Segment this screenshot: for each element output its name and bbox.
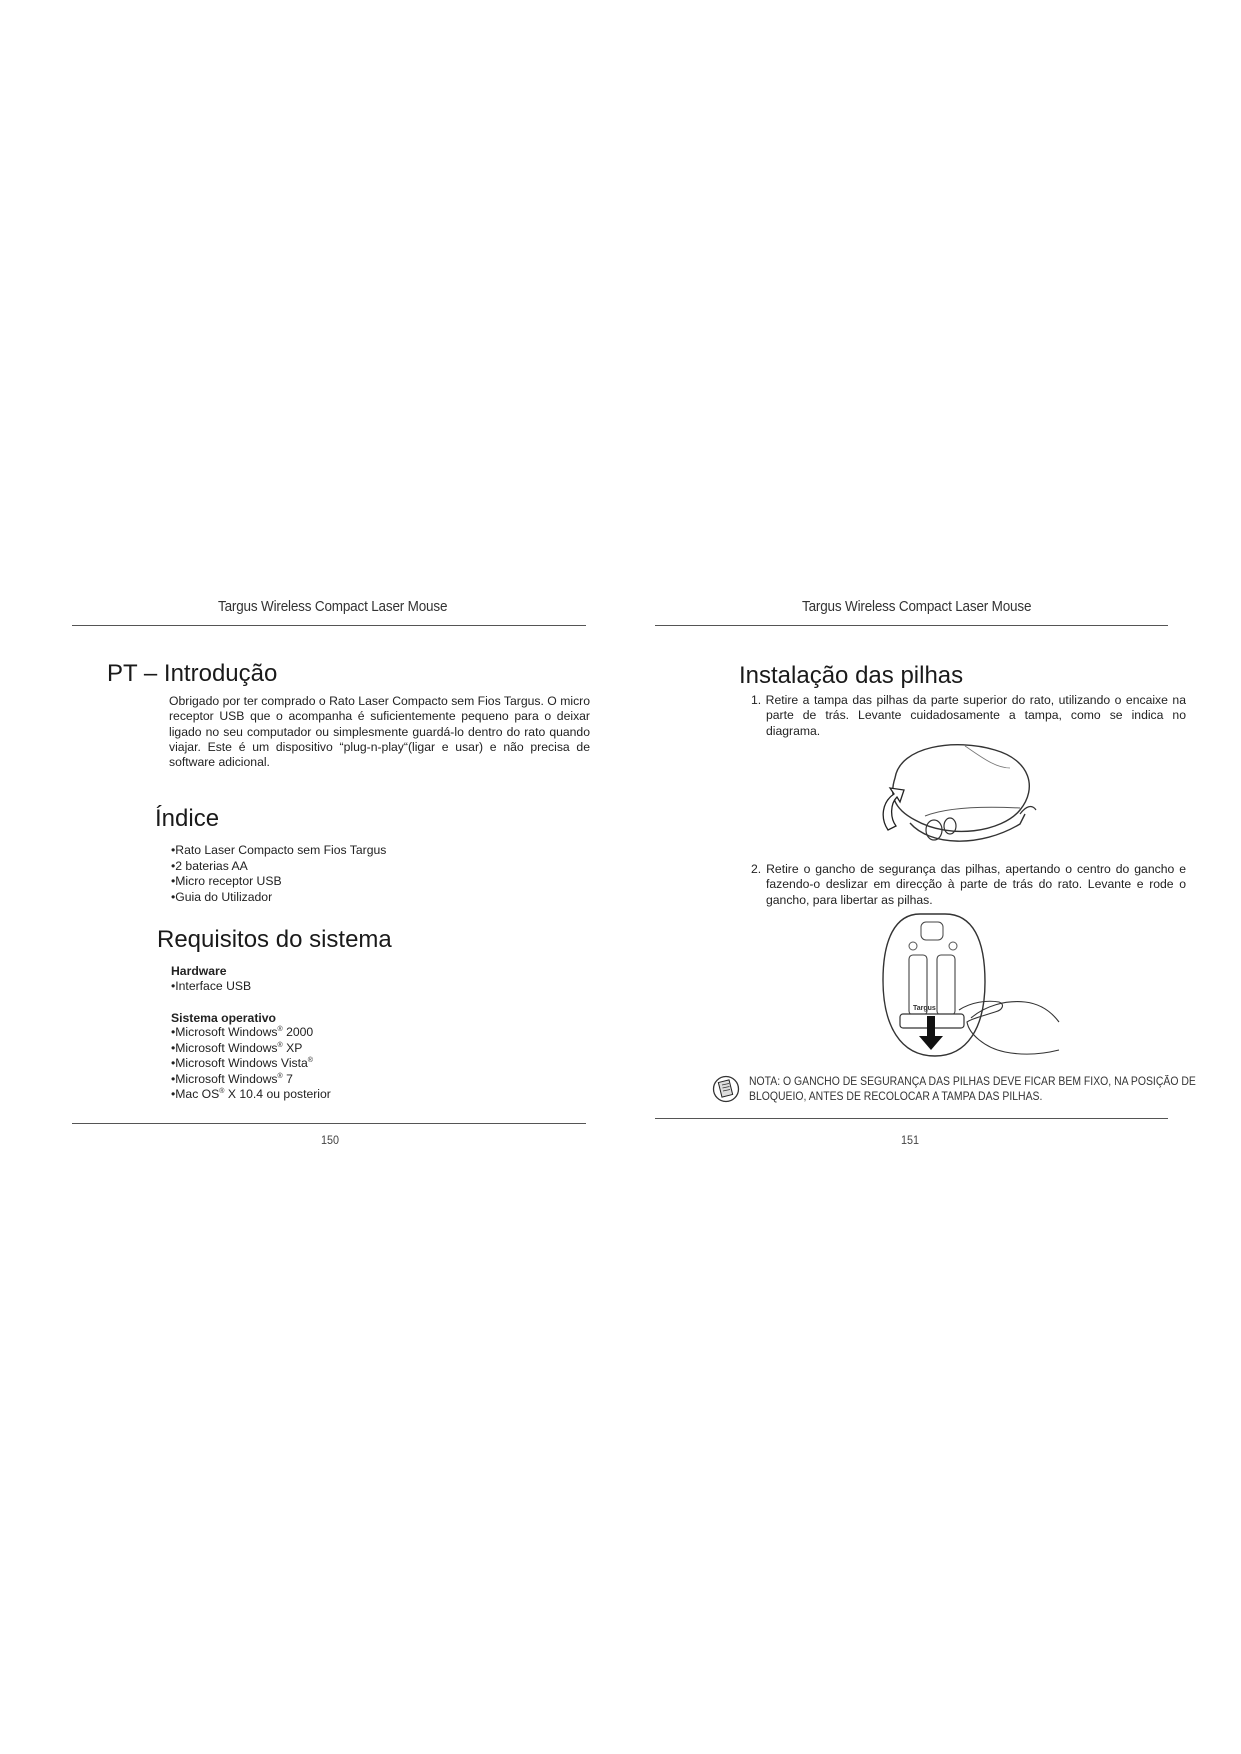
step-1 [751,693,1186,739]
os-item: •Microsoft Windows® 2000 [171,1025,314,1039]
index-item: •Guia do Utilizador [171,889,273,904]
index-item: •Rato Laser Compacto sem Fios Targus [171,843,387,857]
right-header-rule [655,625,1168,626]
step-1-text: 1. Retire a tampa das pilhas da parte superior do rato, utilizando o encaixe na parte de trás. Levante cuidadosamente a tampa, como se indica no diagrama. [751,693,1186,738]
hardware-list [171,979,251,995]
os-item: •Microsoft Windows Vista® [171,1056,313,1070]
index-item: •Micro receptor USB [171,874,282,888]
left-page-number: 150 [321,1133,340,1147]
os-list [171,1025,331,1103]
hardware-label: Hardware [171,964,227,978]
right-page-header: Targus Wireless Compact Laser Mouse [802,598,1032,615]
right-footer-rule [655,1118,1168,1119]
note-line: NOTA: O GANCHO DE SEGURANÇA DAS PILHAS DEVE FICAR BEM FIXO, NA POSIÇÃO DE [749,1075,1196,1088]
note-line: BLOQUEIO, ANTES DE RECOLOCAR A TAMPA DAS PILHAS. [749,1089,1043,1103]
step-2-text: 2. Retire o gancho de segurança das pilhas, apertando o centro do gancho e fazendo-o deslizar em direcção à parte de trás do rato. Levante e rode o gancho, para libertar as pilhas. [751,862,1186,907]
os-item: •Microsoft Windows® 7 [171,1071,293,1086]
step-2 [751,862,1186,908]
os-item: •Microsoft Windows® XP [171,1040,303,1055]
mouse-cover-illustration [870,738,1040,850]
hardware-item: •Interface USB [171,979,252,993]
requirements-title: Requisitos do sistema [157,926,392,953]
intro-title: PT – Introdução [107,660,278,687]
note-text [749,1075,1196,1104]
mouse-shell [893,745,1030,832]
left-footer-rule [72,1123,586,1124]
right-page-number: 151 [901,1133,920,1147]
battery-compartment-illustration [875,910,1061,1060]
battery-title: Instalação das pilhas [739,662,964,689]
intro-text: Obrigado por ter comprado o Rato Laser Compacto sem Fios Targus. O micro receptor USB que o acompanha é suficientemente pequeno para o deixar ligado no seu computador ou simplesmente guardá-lo dentro do rato quando viajar. Este é um dispositivo “plug-n-play“(ligar e usar) e não precisa de software adicional. [169,694,590,770]
note-icon [712,1075,740,1103]
left-page-header: Targus Wireless Compact Laser Mouse [218,598,448,615]
index-list [171,843,386,905]
mouse-brand-label: Targus [913,1005,936,1012]
os-label: Sistema operativo [171,1011,276,1025]
index-item: •2 baterias AA [171,858,248,873]
index-title: Índice [155,805,220,832]
os-item: •Mac OS® X 10.4 ou posterior [171,1087,331,1101]
left-header-rule [72,625,586,626]
